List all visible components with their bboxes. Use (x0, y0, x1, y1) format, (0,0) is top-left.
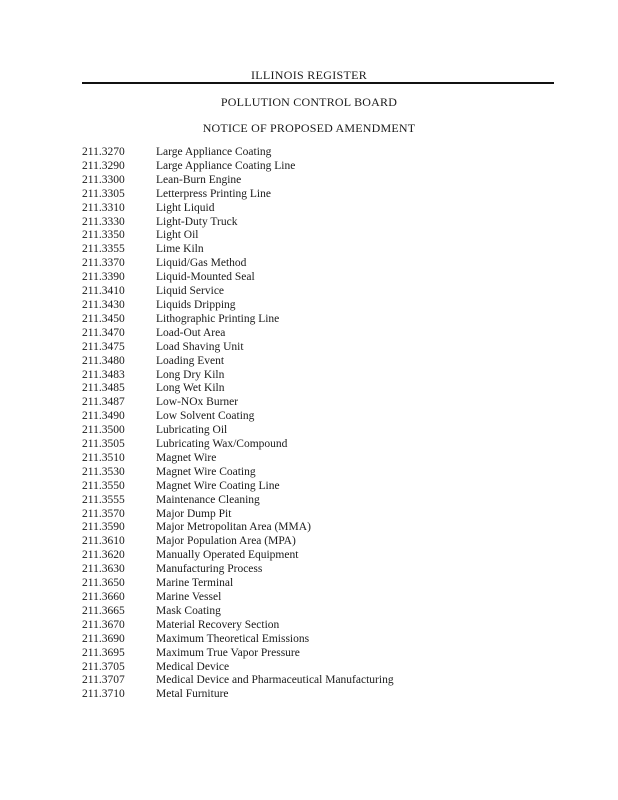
section-list (82, 146, 552, 702)
list-item (82, 174, 552, 188)
defined-term: Magnet Wire Coating (156, 465, 256, 478)
register-title: ILLINOIS REGISTER (250, 68, 368, 82)
section-number: 211.3505 (82, 438, 125, 451)
section-number: 211.3670 (82, 618, 125, 631)
defined-term: Liquid/Gas Method (156, 257, 247, 270)
section-number: 211.3300 (82, 173, 125, 186)
defined-term: Mask Coating (156, 604, 221, 617)
list-item (82, 327, 552, 341)
defined-term: Medical Device (156, 660, 230, 673)
defined-term: Long Wet Kiln (156, 382, 225, 395)
agency-name: POLLUTION CONTROL BOARD (220, 95, 398, 109)
list-item (82, 605, 552, 619)
defined-term: Medical Device and Pharmaceutical Manufacturing (156, 674, 394, 687)
section-number: 211.3475 (82, 340, 125, 353)
section-number: 211.3305 (82, 187, 125, 200)
list-item (82, 424, 552, 438)
section-number: 211.3590 (82, 521, 125, 534)
list-item (82, 160, 552, 174)
section-number: 211.3350 (82, 229, 125, 242)
section-number: 211.3390 (82, 271, 125, 284)
header-rule (82, 82, 554, 84)
section-number: 211.3620 (82, 549, 125, 562)
section-number: 211.3370 (82, 257, 125, 270)
list-item (82, 369, 552, 383)
section-number: 211.3355 (82, 243, 125, 256)
list-item (82, 591, 552, 605)
list-item (82, 299, 552, 313)
defined-term: Marine Terminal (156, 577, 234, 590)
list-item (82, 480, 552, 494)
list-item (82, 577, 552, 591)
list-item (82, 688, 552, 702)
defined-term: Lime Kiln (156, 243, 204, 256)
section-number: 211.3490 (82, 410, 125, 423)
list-item (82, 355, 552, 369)
defined-term: Maximum Theoretical Emissions (156, 632, 310, 645)
defined-term: Maintenance Cleaning (156, 493, 260, 506)
section-number: 211.3570 (82, 507, 125, 520)
defined-term: Large Appliance Coating Line (156, 159, 296, 172)
defined-term: Lithographic Printing Line (156, 312, 280, 325)
list-item (82, 396, 552, 410)
defined-term: Magnet Wire Coating Line (156, 479, 280, 492)
list-item (82, 229, 552, 243)
defined-term: Manually Operated Equipment (156, 549, 299, 562)
list-item (82, 521, 552, 535)
section-number: 211.3470 (82, 326, 125, 339)
defined-term: Marine Vessel (156, 591, 222, 603)
list-item (82, 146, 552, 160)
section-number: 211.3550 (82, 479, 125, 492)
section-number: 211.3665 (82, 604, 125, 617)
list-item (82, 549, 552, 563)
defined-term: Lubricating Oil (156, 424, 228, 437)
section-number: 211.3487 (82, 396, 125, 409)
defined-term: Low Solvent Coating (156, 410, 255, 423)
section-number: 211.3450 (82, 312, 125, 325)
list-item (82, 619, 552, 633)
defined-term: Letterpress Printing Line (156, 187, 271, 200)
section-number: 211.3707 (82, 674, 125, 687)
list-item (82, 452, 552, 466)
list-item (82, 494, 552, 508)
section-number: 211.3530 (82, 465, 125, 478)
list-item (82, 216, 552, 230)
defined-term: Liquids Dripping (156, 298, 236, 311)
section-number: 211.3610 (82, 535, 125, 548)
list-item (82, 382, 552, 396)
defined-term: Load-Out Area (156, 326, 226, 339)
defined-term: Magnet Wire (156, 451, 217, 464)
section-number: 211.3270 (82, 146, 125, 158)
section-number: 211.3705 (82, 660, 125, 673)
section-number: 211.3483 (82, 368, 125, 381)
section-number: 211.3710 (82, 688, 125, 701)
section-number: 211.3485 (82, 382, 125, 395)
section-number: 211.3690 (82, 632, 125, 645)
defined-term: Major Population Area (MPA) (156, 535, 296, 548)
defined-term: Light-Duty Truck (156, 215, 238, 228)
defined-term: Lean-Burn Engine (156, 173, 242, 186)
list-item (82, 661, 552, 675)
list-item (82, 508, 552, 522)
defined-term: Load Shaving Unit (156, 340, 244, 353)
list-item (82, 188, 552, 202)
defined-term: Maximum True Vapor Pressure (156, 646, 300, 659)
list-item (82, 202, 552, 216)
section-number: 211.3500 (82, 424, 125, 437)
section-number: 211.3555 (82, 493, 125, 506)
defined-term: Major Dump Pit (156, 507, 232, 520)
list-item (82, 271, 552, 285)
section-number: 211.3660 (82, 591, 125, 603)
notice-title: NOTICE OF PROPOSED AMENDMENT (202, 121, 416, 135)
section-number: 211.3650 (82, 577, 125, 590)
list-item (82, 438, 552, 452)
section-number: 211.3695 (82, 646, 125, 659)
list-item (82, 535, 552, 549)
defined-term: Loading Event (156, 354, 225, 367)
defined-term: Liquid Service (156, 285, 225, 298)
list-item (82, 257, 552, 271)
defined-term: Light Liquid (156, 201, 215, 214)
section-number: 211.3430 (82, 298, 125, 311)
list-item (82, 285, 552, 299)
section-number: 211.3310 (82, 201, 125, 214)
list-item (82, 410, 552, 424)
defined-term: Material Recovery Section (156, 618, 280, 631)
defined-term: Long Dry Kiln (156, 368, 225, 381)
defined-term: Metal Furniture (156, 688, 229, 701)
defined-term: Lubricating Wax/Compound (156, 438, 288, 451)
section-number: 211.3510 (82, 451, 125, 464)
list-item (82, 341, 552, 355)
list-item (82, 466, 552, 480)
list-item (82, 563, 552, 577)
section-number: 211.3410 (82, 285, 125, 298)
section-number: 211.3330 (82, 215, 125, 228)
list-item (82, 674, 552, 688)
defined-term: Light Oil (156, 229, 199, 242)
list-item (82, 647, 552, 661)
list-item (82, 243, 552, 257)
defined-term: Manufacturing Process (156, 563, 263, 576)
list-item (82, 633, 552, 647)
section-number: 211.3480 (82, 354, 125, 367)
defined-term: Low-NOx Burner (156, 396, 239, 409)
section-number: 211.3630 (82, 563, 125, 576)
section-number: 211.3290 (82, 159, 125, 172)
list-item (82, 313, 552, 327)
defined-term: Liquid-Mounted Seal (156, 271, 255, 284)
defined-term: Major Metropolitan Area (MMA) (156, 521, 311, 534)
defined-term: Large Appliance Coating (156, 146, 272, 158)
